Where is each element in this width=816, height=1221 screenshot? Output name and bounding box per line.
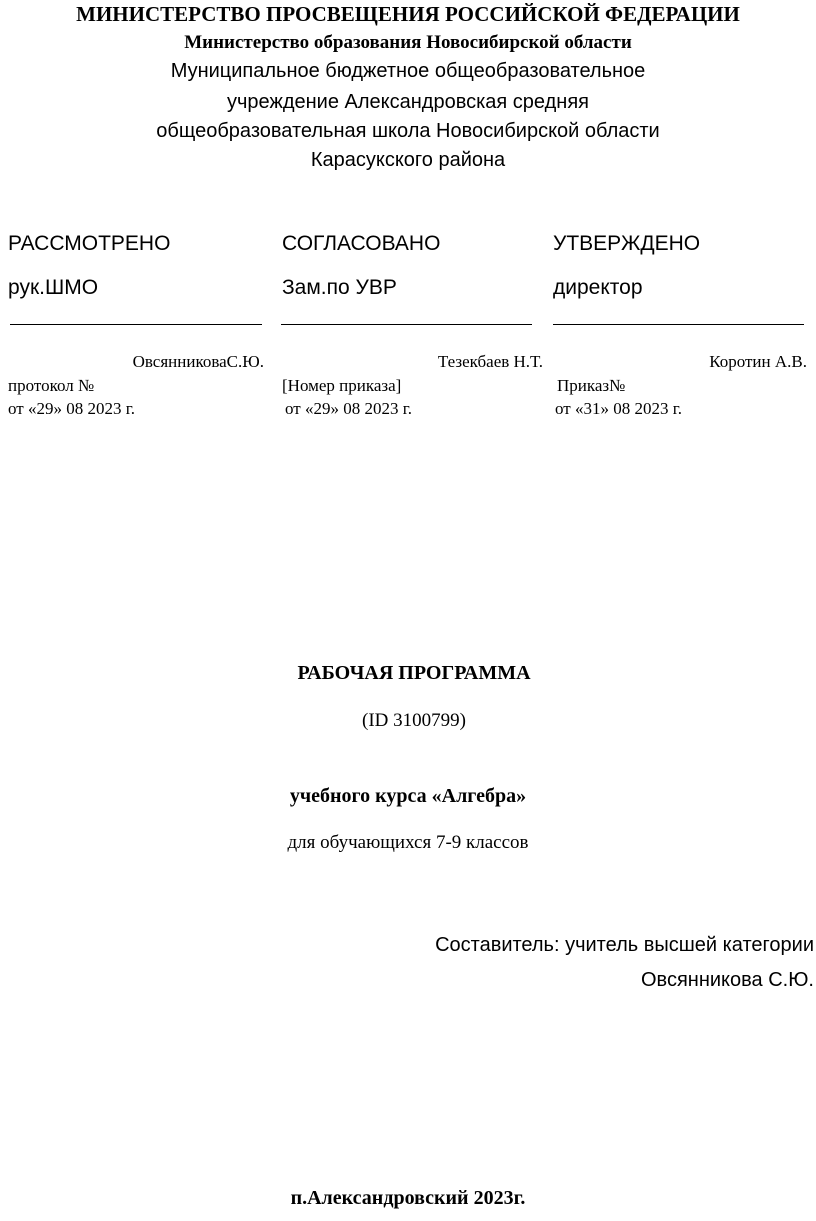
approval-status-considered: РАССМОТРЕНО xyxy=(8,232,171,255)
approval-name-3: Коротин А.В. xyxy=(709,352,807,371)
program-id: (ID 3100799) xyxy=(362,710,466,731)
approval-role-director: директор xyxy=(553,276,643,299)
signature-line-3 xyxy=(553,324,804,325)
approval-name-2: Тезекбаев Н.Т. xyxy=(437,352,543,371)
author-role: Составитель: учитель высшей категории xyxy=(435,934,814,956)
place-and-year: п.Александровский 2023г. xyxy=(290,1187,526,1209)
signature-line-1 xyxy=(10,324,262,325)
approval-document-3: Приказ№ xyxy=(557,376,626,395)
approval-document-2: [Номер приказа] xyxy=(282,376,402,395)
approval-status-agreed: СОГЛАСОВАНО xyxy=(282,232,441,255)
signature-line-2 xyxy=(281,324,532,325)
course-name: учебного курса «Алгебра» xyxy=(289,785,527,807)
school-name-line-4: Карасукского района xyxy=(310,149,506,171)
school-name-line-3: общеобразовательная школа Новосибирской области xyxy=(156,120,660,142)
program-title: РАБОЧАЯ ПРОГРАММА xyxy=(297,662,531,684)
approval-status-approved: УТВЕРЖДЕНО xyxy=(553,232,701,255)
approval-date-3: от «31» 08 2023 г. xyxy=(555,399,683,418)
approval-role-shmo: рук.ШМО xyxy=(8,276,99,299)
regional-ministry-heading: Министерство образования Новосибирской области xyxy=(184,32,632,53)
school-name-line-1: Муниципальное бюджетное общеобразовательное xyxy=(170,60,646,82)
approval-date-2: от «29» 08 2023 г. xyxy=(285,399,413,418)
approval-document-1: протокол № xyxy=(8,376,95,395)
approval-date-1: от «29» 08 2023 г. xyxy=(8,399,136,418)
approval-name-1: ОвсянниковаС.Ю. xyxy=(132,352,264,371)
ministry-heading: МИНИСТЕРСТВО ПРОСВЕЩЕНИЯ РОССИЙСКОЙ ФЕДЕРАЦИИ xyxy=(76,2,740,26)
author-name: Овсянникова С.Ю. xyxy=(641,969,814,991)
approval-role-deputy: Зам.по УВР xyxy=(282,276,397,299)
target-grades: для обучающихся 7-9 классов xyxy=(287,832,529,853)
school-name-line-2: учреждение Александровская средняя xyxy=(227,91,589,113)
